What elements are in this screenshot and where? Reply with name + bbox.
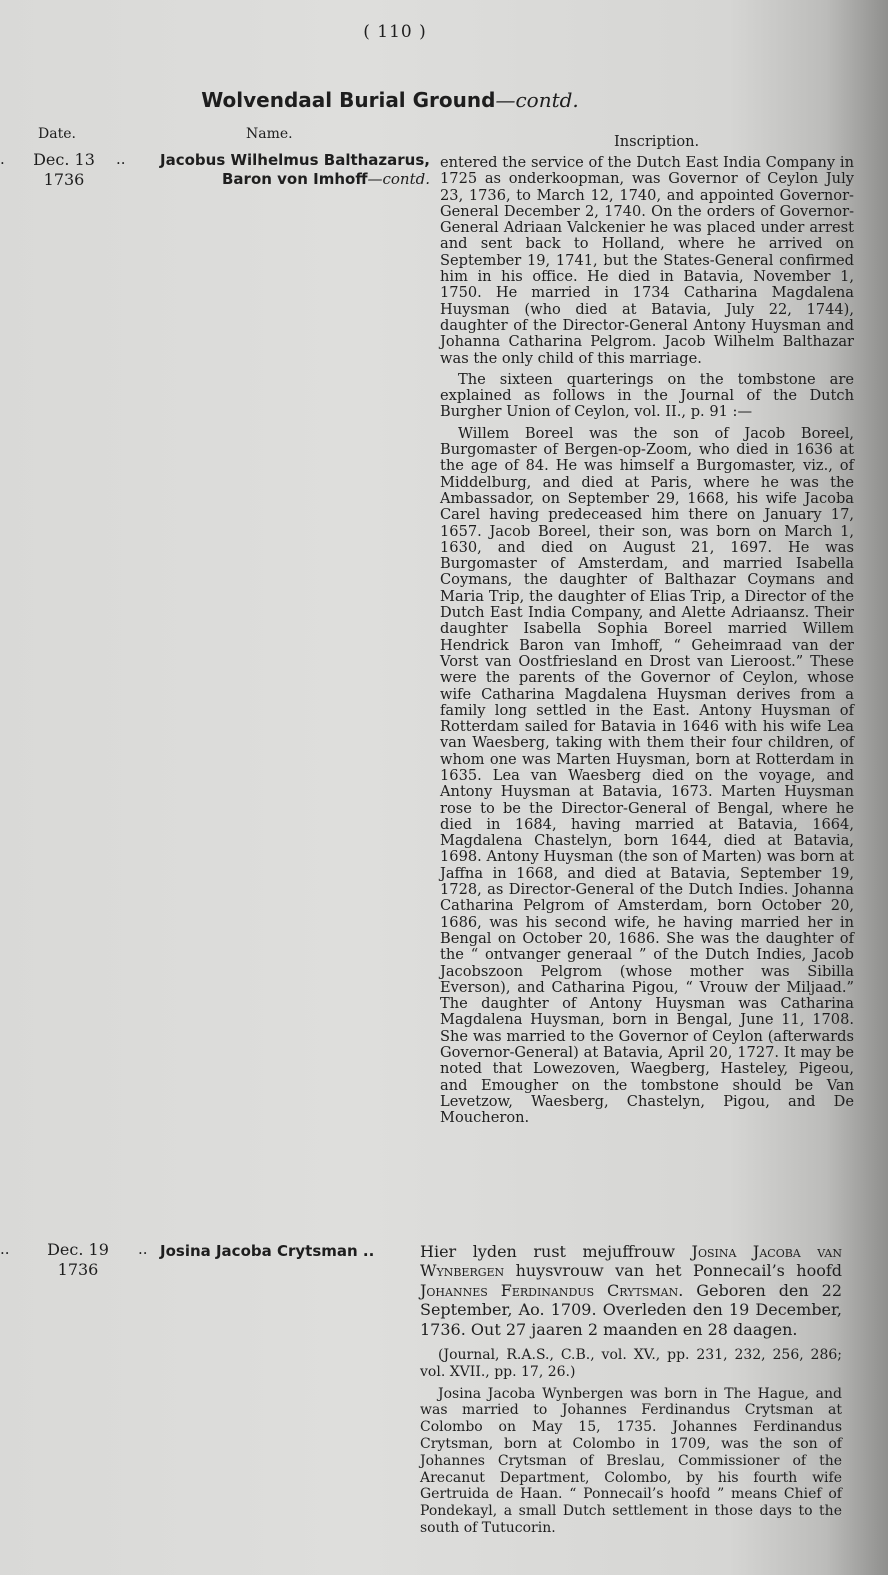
entry-name-line1: Jacobus Wilhelmus Balthazarus, xyxy=(160,151,430,169)
entry-lead-dots: . xyxy=(0,150,5,168)
entry-name-line1: Josina Jacoba Crytsman .. xyxy=(160,1242,375,1260)
running-title-main: Wolvendaal Burial Ground xyxy=(201,88,496,112)
entry-name xyxy=(140,151,430,189)
inscription-paragraph: entered the service of the Dutch East India Company in 1725 as onderkoopman, was Governor of Ceylon July 23, 1736, to March 12, 1740, and appointed Governor-General December 2, 1740. On the orders of Governor-General Adriaan Valckenier he was placed under arrest and sent back to Holland, where he arrived on September 19, 1741, but the States-General confirmed him in his office. He died in Batavia, November 1, 1750. He married in 1734 Catharina Magdalena Huysman (who died at Batavia, July 22, 1744), daughter of the Director-General Antony Huysman and Johanna Catharina Pelgrom. Jacob Wilhelm Balthazar was the only child of this marriage. xyxy=(440,154,854,367)
column-header-inscription: Inscription. xyxy=(614,133,700,150)
entry-date-year: 1736 xyxy=(57,1260,99,1279)
running-title-contd: —contd. xyxy=(495,88,579,112)
entry-date xyxy=(24,150,104,190)
page-number: ( 110 ) xyxy=(363,22,427,42)
inscription-reference: (Journal, R.A.S., C.B., vol. XV., pp. 231, 232, 256, 286; vol. XVII., pp. 17, 26.) xyxy=(420,1347,842,1380)
entry-name-line2: Baron von Imhoff xyxy=(222,170,368,188)
entry-date-day: Dec. 19 xyxy=(47,1240,109,1259)
entry-lead-dots: .. xyxy=(0,1240,10,1258)
column-header-name: Name. xyxy=(246,126,293,142)
column-header-date: Date. xyxy=(38,126,76,142)
inscription-text: huysvrouw van het Ponnecail’s hoofd xyxy=(504,1261,842,1281)
inscription-name: Johannes Ferdinandus Crytsman. xyxy=(420,1280,684,1300)
running-title xyxy=(0,88,780,112)
entry-inscription xyxy=(440,155,854,1127)
entry-date xyxy=(38,1240,118,1280)
inscription-text: Hier lyden rust mejuffrouw xyxy=(420,1242,692,1261)
entry-inscription xyxy=(420,1242,842,1537)
entry-dots: .. xyxy=(116,150,126,168)
inscription-paragraph: Willem Boreel was the son of Jacob Boreel, Burgomaster of Bergen-op-Zoom, who died in 1636 at the age of 84. He was himself a Burgomaster, viz., of Middelburg, and died at Paris, where he was the Ambassador, on September 29, 1668, his wife Jacoba Carel having predeceased him there on January 17, 1657. Jacob Boreel, their son, was born on March 1, 1630, and died on August 21, 1697. He was Burgomaster of Amsterdam, and married Isabella Coymans, the daughter of Balthazar Coymans and Maria Trip, the daughter of Elias Trip, a Director of the Dutch East India Company, and Alette Adriaansz. Their daughter Isabella Sophia Boreel married Willem Hendrick Baron van Imhoff, “ Geheimraad van der Vorst van Oostfriesland en Drost van Lieroost.” These were the parents of the Governor of Ceylon, whose wife Catharina Magdalena Huysman derives from a family long settled in the East. Antony Huysman of Rotterdam sailed for Batavia in 1646 with his wife Lea van Waesberg, taking with them their four children, of whom one was Marten Huysman, born at Rotterdam in 1635. Lea van Waesberg died on the voyage, and Antony Huysman at Batavia, 1673. Marten Huysman rose to be the Director-General of Bengal, where he died in 1684, having married at Batavia, 1664, Magdalena Chastelyn, born 1644, died at Batavia, 1698. Antony Huysman (the son of Marten) was born at Jaffna in 1668, and died at Batavia, September 19, 1728, as Director-General of the Dutch Indies. Johanna Catharina Pelgrom of Amsterdam, born October 20, 1686, was his second wife, he having married her in Bengal on October 20, 1686. She was the daughter of the “ ontvanger generaal ” of the Dutch Indies, Jacob Jacobszoon Pelgrom (whose mother was Sibilla Everson), and Catharina Pigou, “ Vrouw der Miljaad.” The daughter of Antony Huysman was Catharina Magdalena Huysman, born in Bengal, June 11, 1708. She was married to the Governor of Ceylon (afterwards Governor-General) at Batavia, April 20, 1727. It may be noted that Lowezoven, Waegberg, Hasteley, Pigeou, and Emougher on the tombstone should be Van Levetzow, Waesberg, Chastelyn, Pigou, and De Moucheron. xyxy=(440,424,854,1127)
entry-name xyxy=(160,1242,400,1261)
inscription-name: Josina Jacoba van Wynbergen xyxy=(420,1242,843,1281)
inscription-text: Geboren den 22 September, Ao. 1709. Overleden den 19 December, 1736. Out 27 jaaren 2 maanden en 28 daagen. xyxy=(420,1280,842,1339)
inscription-note: Josina Jacoba Wynbergen was born in The Hague, and was married to Johannes Ferdinandus Crytsman at Colombo on May 15, 1735. Johannes Ferdinandus Crytsman, born at Colombo in 1709, was the son of Johannes Crytsman of Breslau, Commissioner of the Arecanut Department, Colombo, by his fourth wife Gertruida de Haan. “ Ponnecail’s hoofd ” means Chief of Pondekayl, a small Dutch settlement in those days to the south of Tutucorin. xyxy=(420,1385,842,1536)
inscription-paragraph xyxy=(420,1242,842,1339)
entry-date-day: Dec. 13 xyxy=(33,150,95,169)
inscription-paragraph: The sixteen quarterings on the tombstone are explained as follows in the Journal of the Dutch Burgher Union of Ceylon, vol. II., p. 91 :— xyxy=(440,370,854,421)
entry-date-year: 1736 xyxy=(43,170,85,189)
entry-dots: .. xyxy=(138,1240,148,1258)
entry-name-contd: —contd. xyxy=(367,170,430,188)
